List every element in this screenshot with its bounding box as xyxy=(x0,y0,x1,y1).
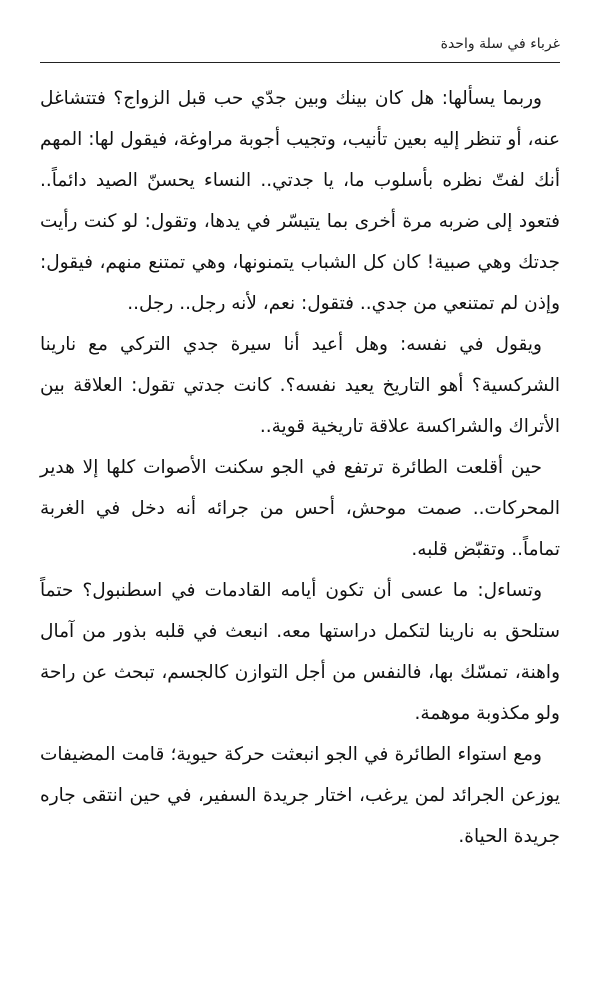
paragraph: وتساءل: ما عسى أن تكون أيامه القادمات في اسطنبول؟ حتماً ستلحق به نارينا لتكمل دراستها معه. انبعث في قلبه بذور من آمال واهنة، تمسّك بها، فالنفس من أجل التوازن كالجسم، تبحث عن راحة ولو مكذوبة موهمة. xyxy=(40,580,560,724)
running-header: غرباء في سلة واحدة xyxy=(440,36,560,52)
paragraph: ومع استواء الطائرة في الجو انبعثت حركة حيوية؛ قامت المضيفات يوزعن الجرائد لمن يرغب، اختار جريدة السفير، في حين انتقى جاره جريدة الحياة. xyxy=(40,744,560,847)
header-divider xyxy=(40,62,560,63)
paragraph: حين أقلعت الطائرة ترتفع في الجو سكنت الأصوات كلها إلا هدير المحركات.. صمت موحش، أحس من جرائه أنه دخل في الغربة تماماً.. وتقبّض قلبه. xyxy=(40,457,560,560)
paragraph: ويقول في نفسه: وهل أعيد أنا سيرة جدي التركي مع نارينا الشركسية؟ أهو التاريخ يعيد نفسه؟. كانت جدتي تقول: العلاقة بين الأتراك والشراكسة علاقة تاريخية قوية.. xyxy=(40,334,560,437)
body-text xyxy=(40,78,560,857)
paragraph: وربما يسألها: هل كان بينك وبين جدّي حب قبل الزواج؟ فتتشاغل عنه، أو تنظر إليه بعين تأنيب، وتجيب أجوبة مراوغة، فيقول لها: المهم أنك لفتّ نظره بأسلوب ما، يا جدتي.. النساء يحسنّ الصيد دائماً.. فتعود إلى ضربه مرة أخرى بما يتيسّر في يدها، وتقول: لو كنت رأيت جدتك وهي صبية! كان كل الشباب يتمنونها، وهي تمتنع منهم، فيقول: وإذن لم تمتنعي من جدي.. فتقول: نعم، لأنه رجل.. رجل.. xyxy=(40,88,560,314)
